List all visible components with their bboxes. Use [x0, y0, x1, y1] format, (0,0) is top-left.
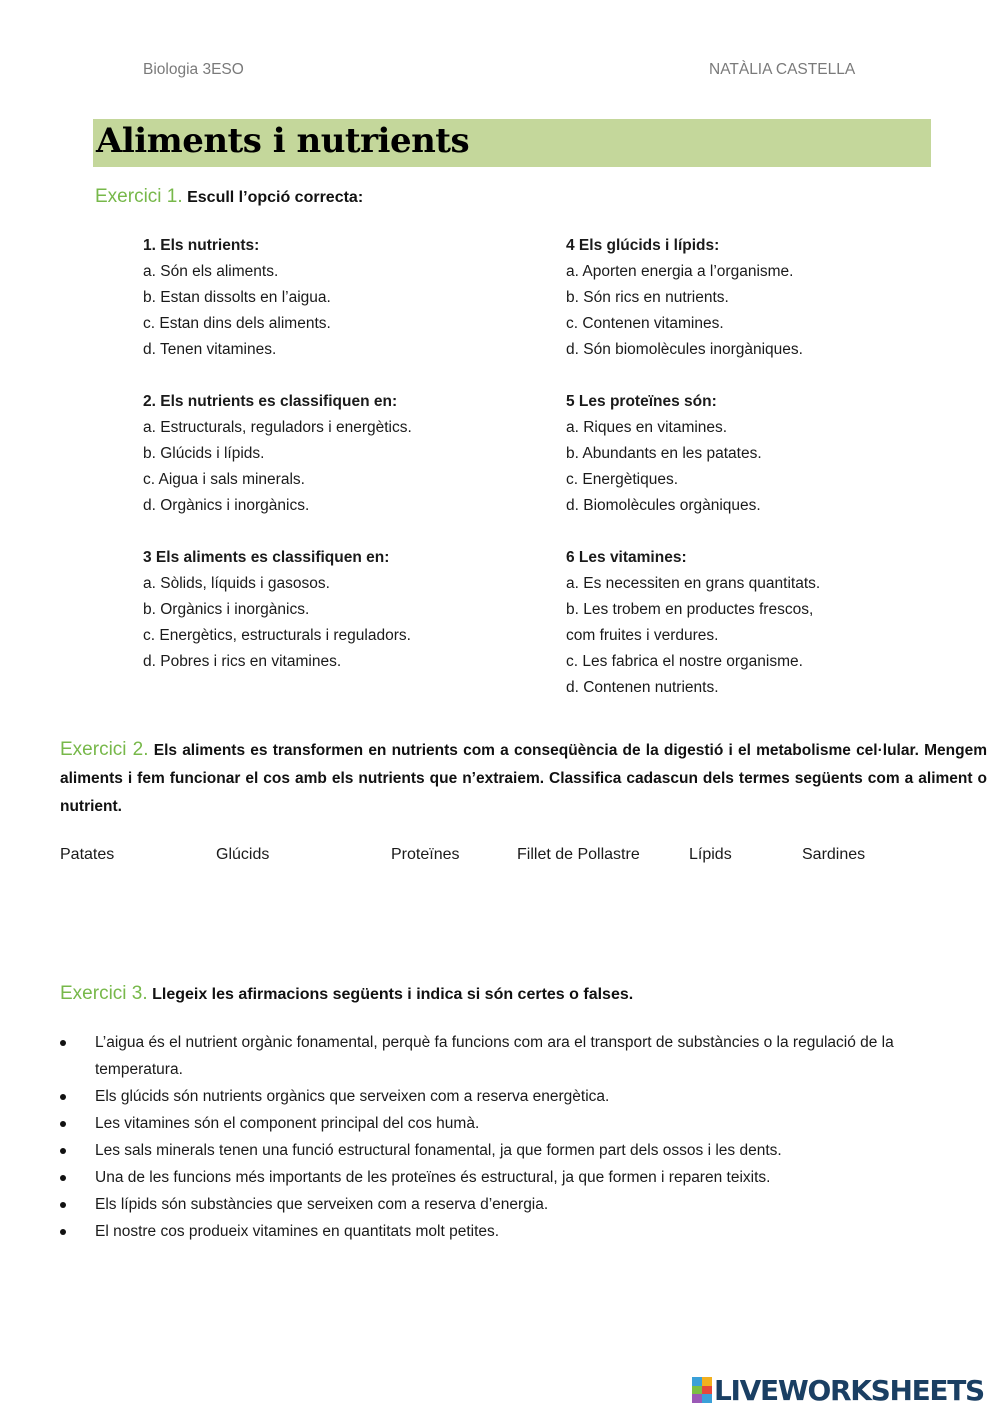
answer-option[interactable]: b. Abundants en les patates. [566, 445, 762, 462]
exercise3-instruction: Llegeix les afirmacions següents i indica si són certes o falses. [152, 986, 634, 1003]
statement-item[interactable] [60, 1110, 972, 1137]
exercise3-number: Exercici 3. [60, 983, 148, 1004]
term-item[interactable]: Glúcids [216, 846, 270, 863]
answer-option[interactable]: a. Riques en vitamines. [566, 419, 728, 436]
answer-option[interactable]: a. Estructurals, reguladors i energètics. [143, 419, 412, 436]
answer-option[interactable]: d. Biomolècules orgàniques. [566, 497, 761, 514]
statement-text: Els lípids són substàncies que serveixen com a reserva d’energia. [95, 1196, 549, 1213]
bullet-icon [60, 1202, 66, 1208]
question-title: 3 Els aliments es classifiquen en: [143, 549, 390, 566]
question-block [143, 233, 412, 363]
header-subject: Biologia 3ESO [143, 61, 244, 78]
exercise1-left-column [143, 233, 412, 701]
term-item[interactable]: Patates [60, 846, 115, 863]
question-block [143, 545, 412, 675]
question-title: 1. Els nutrients: [143, 237, 260, 254]
answer-option[interactable]: a. Aporten energia a l’organisme. [566, 263, 794, 280]
question-block [143, 389, 412, 519]
answer-option[interactable]: a. Són els aliments. [143, 263, 279, 280]
question-title: 5 Les proteïnes són: [566, 393, 717, 410]
term-item[interactable]: Fillet de Pollastre [517, 846, 640, 863]
exercise1-number: Exercici 1. [95, 186, 183, 207]
statement-item[interactable] [60, 1191, 972, 1218]
answer-option[interactable]: a. Sòlids, líquids i gasosos. [143, 575, 330, 592]
bullet-icon [60, 1040, 66, 1046]
answer-option[interactable]: c. Energètics, estructurals i reguladors. [143, 627, 411, 644]
answer-option[interactable]: c. Energètiques. [566, 471, 679, 488]
answer-option[interactable]: b. Orgànics i inorgànics. [143, 601, 310, 618]
bullet-icon [60, 1121, 66, 1127]
answer-option[interactable]: d. Tenen vitamines. [143, 341, 277, 358]
exercise2-heading [60, 736, 987, 821]
exercise1-heading [95, 186, 363, 208]
question-title: 6 Les vitamines: [566, 549, 687, 566]
statement-item[interactable] [60, 1218, 972, 1245]
answer-option[interactable]: a. Es necessiten en grans quantitats. [566, 575, 821, 592]
question-block [566, 545, 820, 701]
statement-text: Els glúcids són nutrients orgànics que serveixen com a reserva energètica. [95, 1088, 610, 1105]
liveworksheets-logo-icon [692, 1377, 712, 1403]
answer-option[interactable]: b. Estan dissolts en l’aigua. [143, 289, 331, 306]
answer-option[interactable]: b. Són rics en nutrients. [566, 289, 729, 306]
term-item[interactable]: Lípids [689, 846, 732, 863]
exercise1-right-column [566, 233, 820, 727]
statement-item[interactable] [60, 1083, 972, 1110]
liveworksheets-logo[interactable] [692, 1374, 984, 1406]
statement-item[interactable] [60, 1137, 972, 1164]
answer-option[interactable]: d. Orgànics i inorgànics. [143, 497, 310, 514]
answer-option[interactable]: d. Contenen nutrients. [566, 679, 719, 696]
statement-item[interactable] [60, 1164, 972, 1191]
statement-text: El nostre cos produeix vitamines en quantitats molt petites. [95, 1223, 500, 1240]
bullet-icon [60, 1175, 66, 1181]
question-block [566, 389, 820, 519]
question-title: 2. Els nutrients es classifiquen en: [143, 393, 398, 410]
title-banner [93, 119, 931, 167]
answer-option[interactable]: d. Són biomolècules inorgàniques. [566, 341, 803, 358]
bullet-icon [60, 1094, 66, 1100]
statement-text: Les vitamines són el component principal del cos humà. [95, 1115, 480, 1132]
logo-text: LIVEWORKSHEETS [714, 1373, 984, 1407]
exercise3-statement-list [60, 1029, 972, 1245]
statement-text: Les sals minerals tenen una funció estructural fonamental, ja que formen part dels ossos i les dents. [95, 1142, 782, 1159]
page-title: Aliments i nutrients [96, 121, 470, 161]
answer-option[interactable]: b. Glúcids i lípids. [143, 445, 265, 462]
term-item[interactable]: Proteïnes [391, 846, 460, 863]
exercise3-heading [60, 983, 633, 1005]
answer-option[interactable]: com fruites i verdures. [566, 627, 719, 644]
term-item[interactable]: Sardines [802, 846, 866, 863]
header-author: NATÀLIA CASTELLA [709, 61, 856, 78]
answer-option[interactable]: c. Les fabrica el nostre organisme. [566, 653, 803, 670]
statement-item[interactable] [60, 1029, 972, 1083]
exercise2-instruction: Els aliments es transformen en nutrients com a conseqüència de la digestió i el metabolisme cel·lular. Mengem aliments i fem funcionar el cos amb els nutrients que n’extraiem. Classifica cadascun dels termes següents com a aliment o nutrient. [60, 742, 988, 815]
bullet-icon [60, 1148, 66, 1154]
answer-option[interactable]: b. Les trobem en productes frescos, [566, 601, 814, 618]
answer-option[interactable]: c. Estan dins dels aliments. [143, 315, 331, 332]
exercise2-number: Exercici 2. [60, 739, 149, 760]
answer-option[interactable]: c. Contenen vitamines. [566, 315, 724, 332]
statement-text: L’aigua és el nutrient orgànic fonamental, perquè fa funcions com ara el transport de substàncies o la regulació de la temperatura. [95, 1034, 894, 1078]
statement-text: Una de les funcions més importants de les proteïnes és estructural, ja que formen i reparen teixits. [95, 1169, 771, 1186]
answer-option[interactable]: d. Pobres i rics en vitamines. [143, 653, 342, 670]
answer-option[interactable]: c. Aigua i sals minerals. [143, 471, 305, 488]
bullet-icon [60, 1229, 66, 1235]
question-title: 4 Els glúcids i lípids: [566, 237, 720, 254]
exercise1-instruction: Escull l’opció correcta: [187, 189, 364, 206]
question-block [566, 233, 820, 363]
